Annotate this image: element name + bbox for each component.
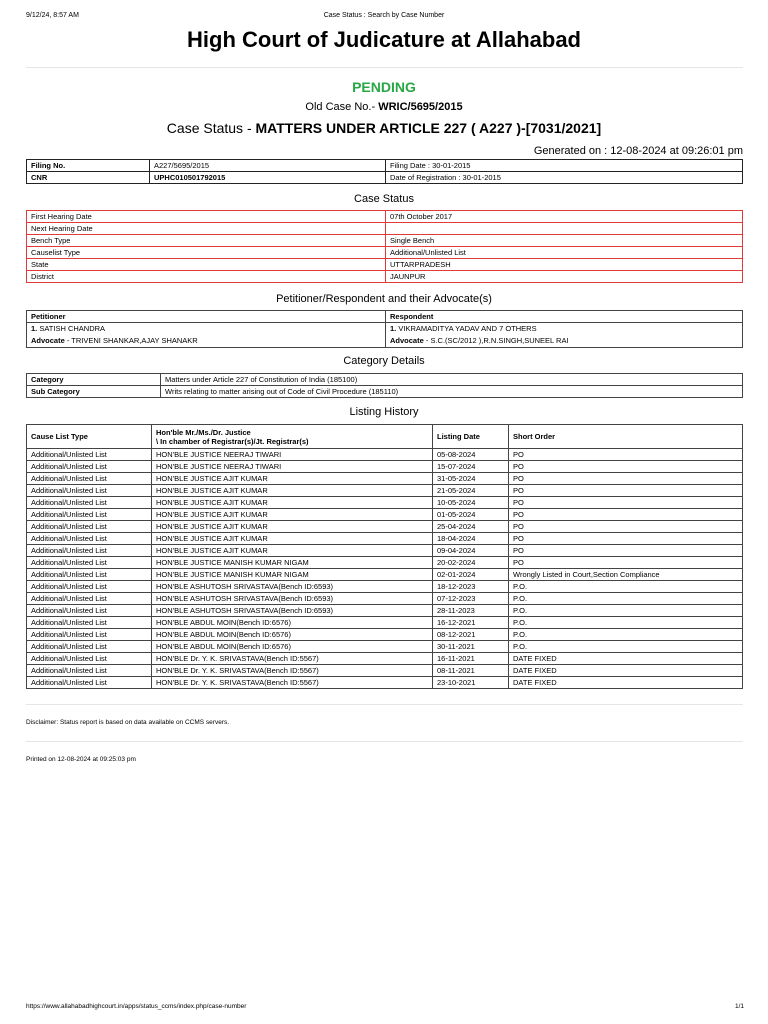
col-cause-list-type: Cause List Type [27, 425, 152, 449]
table-row [27, 509, 743, 521]
divider [26, 704, 743, 705]
listing-cause-list-type: Additional/Unlisted List [27, 509, 152, 521]
listing-listing-date: 31-05-2024 [433, 473, 509, 485]
category-value: Matters under Article 227 of Constitution of India (185100) [161, 374, 743, 386]
table-row [27, 449, 743, 461]
col-justice [152, 425, 433, 449]
listing-cause-list-type: Additional/Unlisted List [27, 605, 152, 617]
listing-listing-date: 18-04-2024 [433, 533, 509, 545]
section-title-case-status: Case Status [354, 193, 414, 205]
print-header-title: Case Status : Search by Case Number [323, 12, 445, 19]
divider [26, 67, 743, 68]
case-status-label: State [27, 259, 386, 271]
respondent-advocate-cell [386, 334, 743, 348]
table-row [27, 497, 743, 509]
table-row [27, 461, 743, 473]
section-title-parties: Petitioner/Respondent and their Advocate(s) [276, 293, 492, 305]
listing-short-order: PO [509, 449, 743, 461]
listing-justice: HON'BLE JUSTICE AJIT KUMAR [152, 533, 433, 545]
printed-on: Printed on 12-08-2024 at 09:25:03 pm [26, 756, 136, 763]
section-title-listing: Listing History [349, 406, 419, 418]
case-status-value: MATTERS UNDER ARTICLE 227 ( A227 )-[7031/2021] [255, 120, 602, 136]
table-row [27, 677, 743, 689]
case-status-table [26, 210, 743, 283]
petitioner-name: SATISH CHANDRA [39, 324, 106, 333]
listing-cause-list-type: Additional/Unlisted List [27, 593, 152, 605]
listing-short-order: P.O. [509, 605, 743, 617]
listing-short-order: P.O. [509, 581, 743, 593]
table-row [27, 545, 743, 557]
col-justice-line1: Hon'ble Mr./Ms./Dr. Justice [156, 427, 251, 437]
listing-justice: HON'BLE JUSTICE AJIT KUMAR [152, 509, 433, 521]
listing-short-order: DATE FIXED [509, 665, 743, 677]
table-row [27, 271, 743, 283]
listing-short-order: PO [509, 473, 743, 485]
listing-short-order: PO [509, 485, 743, 497]
table-row [27, 653, 743, 665]
divider [26, 741, 743, 742]
filing-no-label: Filing No. [27, 160, 150, 172]
listing-listing-date: 16-12-2021 [433, 617, 509, 629]
listing-justice: HON'BLE ASHUTOSH SRIVASTAVA(Bench ID:6593) [152, 581, 433, 593]
col-listing-date: Listing Date [433, 425, 509, 449]
table-row [27, 569, 743, 581]
listing-short-order: PO [509, 533, 743, 545]
table-row [27, 473, 743, 485]
table-row [27, 334, 743, 348]
listing-short-order: PO [509, 545, 743, 557]
table-row [27, 605, 743, 617]
table-row [27, 323, 743, 335]
listing-cause-list-type: Additional/Unlisted List [27, 665, 152, 677]
table-row [27, 374, 743, 386]
case-status-value: Single Bench [386, 235, 743, 247]
cnr-label: CNR [27, 172, 150, 184]
page-title: High Court of Judicature at Allahabad [187, 27, 581, 52]
listing-short-order: DATE FIXED [509, 677, 743, 689]
case-status-value: Additional/Unlisted List [386, 247, 743, 259]
listing-listing-date: 25-04-2024 [433, 521, 509, 533]
print-header-datetime: 9/12/24, 8:57 AM [26, 12, 79, 19]
listing-justice: HON'BLE Dr. Y. K. SRIVASTAVA(Bench ID:5567) [152, 653, 433, 665]
listing-history-table [26, 424, 743, 689]
old-case-number [0, 101, 768, 113]
case-status-label: Case Status - [166, 120, 252, 136]
listing-cause-list-type: Additional/Unlisted List [27, 497, 152, 509]
listing-cause-list-type: Additional/Unlisted List [27, 581, 152, 593]
listing-cause-list-type: Additional/Unlisted List [27, 569, 152, 581]
listing-listing-date: 18-12-2023 [433, 581, 509, 593]
listing-justice: HON'BLE Dr. Y. K. SRIVASTAVA(Bench ID:5567) [152, 677, 433, 689]
listing-justice: HON'BLE JUSTICE AJIT KUMAR [152, 473, 433, 485]
respondent-header: Respondent [386, 311, 743, 323]
listing-short-order: DATE FIXED [509, 653, 743, 665]
listing-short-order: PO [509, 461, 743, 473]
old-case-value: WRIC/5695/2015 [378, 101, 463, 113]
disclaimer: Disclaimer: Status report is based on data available on CCMS servers. [26, 719, 230, 726]
listing-short-order: Wrongly Listed in Court,Section Compliance [509, 569, 743, 581]
generated-on: Generated on : 12-08-2024 at 09:26:01 pm [533, 145, 743, 157]
listing-listing-date: 07-12-2023 [433, 593, 509, 605]
table-row [27, 172, 743, 184]
listing-cause-list-type: Additional/Unlisted List [27, 557, 152, 569]
listing-justice: HON'BLE ASHUTOSH SRIVASTAVA(Bench ID:6593) [152, 593, 433, 605]
listing-cause-list-type: Additional/Unlisted List [27, 521, 152, 533]
case-status-label: District [27, 271, 386, 283]
listing-justice: HON'BLE ABDUL MOIN(Bench ID:6576) [152, 641, 433, 653]
listing-short-order: P.O. [509, 593, 743, 605]
table-row [27, 223, 743, 235]
filing-table [26, 159, 743, 184]
registration-date: Date of Registration : 30-01-2015 [386, 172, 743, 184]
listing-short-order: PO [509, 497, 743, 509]
listing-justice: HON'BLE JUSTICE MANISH KUMAR NIGAM [152, 557, 433, 569]
listing-listing-date: 08-11-2021 [433, 665, 509, 677]
listing-justice: HON'BLE JUSTICE AJIT KUMAR [152, 521, 433, 533]
respondent-name: VIKRAMADITYA YADAV AND 7 OTHERS [398, 324, 537, 333]
case-status-value [386, 223, 743, 235]
table-row [27, 629, 743, 641]
filing-no-value: A227/5695/2015 [150, 160, 386, 172]
listing-listing-date: 20-02-2024 [433, 557, 509, 569]
table-row [27, 211, 743, 223]
listing-listing-date: 10-05-2024 [433, 497, 509, 509]
cnr-value: UPHC010501792015 [150, 172, 386, 184]
category-label: Category [27, 374, 161, 386]
listing-short-order: PO [509, 509, 743, 521]
petitioner-advocate-cell [27, 334, 386, 348]
sub-category-label: Sub Category [27, 386, 161, 398]
table-row [27, 259, 743, 271]
table-row [27, 386, 743, 398]
listing-cause-list-type: Additional/Unlisted List [27, 485, 152, 497]
table-row [27, 617, 743, 629]
petitioner-number: 1. [31, 324, 38, 333]
table-row [27, 311, 743, 323]
listing-listing-date: 08-12-2021 [433, 629, 509, 641]
col-justice-line2: \ In chamber of Registrar(s)/Jt. Registrar(s) [156, 436, 309, 446]
case-status-label: Next Hearing Date [27, 223, 386, 235]
table-row [27, 593, 743, 605]
listing-listing-date: 02-01-2024 [433, 569, 509, 581]
listing-justice: HON'BLE JUSTICE NEERAJ TIWARI [152, 461, 433, 473]
listing-listing-date: 28-11-2023 [433, 605, 509, 617]
col-short-order: Short Order [509, 425, 743, 449]
table-row [27, 581, 743, 593]
listing-listing-date: 16-11-2021 [433, 653, 509, 665]
listing-justice: HON'BLE JUSTICE NEERAJ TIWARI [152, 449, 433, 461]
section-title-category: Category Details [343, 355, 425, 367]
table-row [27, 641, 743, 653]
listing-cause-list-type: Additional/Unlisted List [27, 617, 152, 629]
table-row [27, 521, 743, 533]
case-status-value: JAUNPUR [386, 271, 743, 283]
listing-listing-date: 21-05-2024 [433, 485, 509, 497]
petitioner-cell [27, 323, 386, 335]
table-row [27, 247, 743, 259]
case-status-label: Causelist Type [27, 247, 386, 259]
listing-justice: HON'BLE JUSTICE AJIT KUMAR [152, 545, 433, 557]
listing-cause-list-type: Additional/Unlisted List [27, 653, 152, 665]
footer-url: https://www.allahabadhighcourt.in/apps/status_ccms/index.php/case-number [26, 1003, 247, 1010]
listing-cause-list-type: Additional/Unlisted List [27, 473, 152, 485]
listing-cause-list-type: Additional/Unlisted List [27, 545, 152, 557]
case-status-value: UTTARPRADESH [386, 259, 743, 271]
category-table [26, 373, 743, 398]
respondent-cell [386, 323, 743, 335]
respondent-advocate: - S.C.(SC/2012 ),R.N.SINGH,SUNEEL RAI [425, 336, 569, 345]
listing-short-order: P.O. [509, 641, 743, 653]
page-number: 1/1 [734, 1003, 744, 1010]
listing-cause-list-type: Additional/Unlisted List [27, 641, 152, 653]
petitioner-header: Petitioner [27, 311, 386, 323]
listing-cause-list-type: Additional/Unlisted List [27, 461, 152, 473]
listing-short-order: P.O. [509, 629, 743, 641]
petitioner-advocate: - TRIVENI SHANKAR,AJAY SHANAKR [66, 336, 198, 345]
listing-justice: HON'BLE ASHUTOSH SRIVASTAVA(Bench ID:6593) [152, 605, 433, 617]
table-row [27, 485, 743, 497]
listing-listing-date: 01-05-2024 [433, 509, 509, 521]
table-row [27, 160, 743, 172]
listing-short-order: P.O. [509, 617, 743, 629]
respondent-number: 1. [390, 324, 397, 333]
listing-justice: HON'BLE Dr. Y. K. SRIVASTAVA(Bench ID:5567) [152, 665, 433, 677]
listing-listing-date: 09-04-2024 [433, 545, 509, 557]
old-case-label: Old Case No.- [305, 101, 376, 113]
listing-justice: HON'BLE JUSTICE MANISH KUMAR NIGAM [152, 569, 433, 581]
listing-cause-list-type: Additional/Unlisted List [27, 677, 152, 689]
listing-listing-date: 23-10-2021 [433, 677, 509, 689]
listing-justice: HON'BLE JUSTICE AJIT KUMAR [152, 485, 433, 497]
listing-cause-list-type: Additional/Unlisted List [27, 629, 152, 641]
filing-date: Filing Date : 30-01-2015 [386, 160, 743, 172]
advocate-label: Advocate [390, 336, 424, 345]
table-row [27, 665, 743, 677]
table-row [27, 533, 743, 545]
listing-justice: HON'BLE ABDUL MOIN(Bench ID:6576) [152, 617, 433, 629]
table-header-row [27, 425, 743, 449]
listing-justice: HON'BLE JUSTICE AJIT KUMAR [152, 497, 433, 509]
listing-listing-date: 30-11-2021 [433, 641, 509, 653]
listing-listing-date: 05-08-2024 [433, 449, 509, 461]
status-badge: PENDING [352, 79, 416, 95]
listing-short-order: PO [509, 521, 743, 533]
listing-cause-list-type: Additional/Unlisted List [27, 533, 152, 545]
table-row [27, 557, 743, 569]
case-status-heading [0, 120, 768, 136]
advocate-label: Advocate [31, 336, 65, 345]
listing-cause-list-type: Additional/Unlisted List [27, 449, 152, 461]
listing-listing-date: 15-07-2024 [433, 461, 509, 473]
table-row [27, 235, 743, 247]
listing-justice: HON'BLE ABDUL MOIN(Bench ID:6576) [152, 629, 433, 641]
case-status-label: First Hearing Date [27, 211, 386, 223]
listing-short-order: PO [509, 557, 743, 569]
sub-category-value: Writs relating to matter arising out of Code of Civil Procedure (185110) [161, 386, 743, 398]
parties-table [26, 310, 743, 348]
case-status-value: 07th October 2017 [386, 211, 743, 223]
case-status-label: Bench Type [27, 235, 386, 247]
